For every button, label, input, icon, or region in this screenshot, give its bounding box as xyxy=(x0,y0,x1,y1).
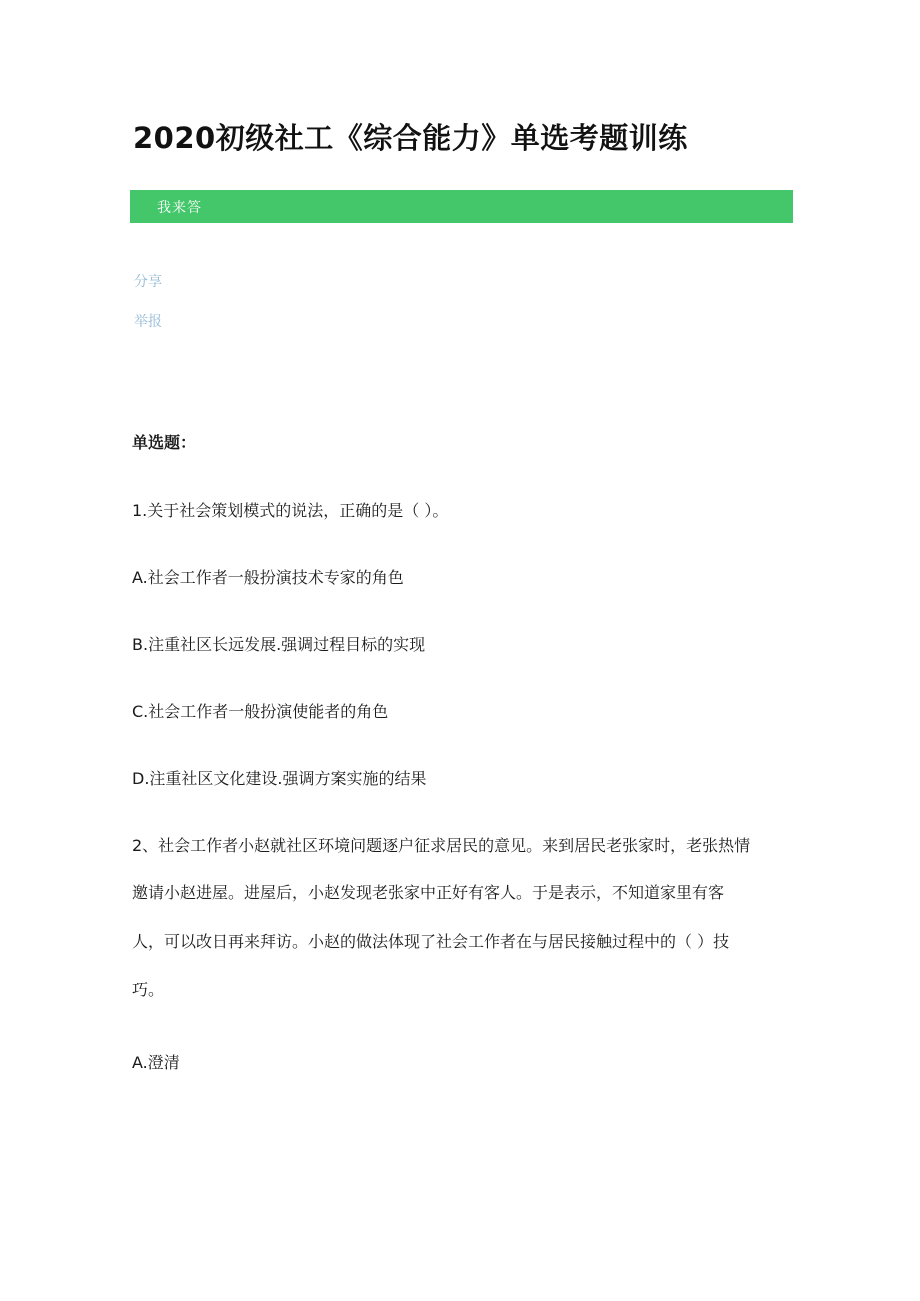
section-heading: 单选题： xyxy=(132,433,197,452)
question-2-stem-line-1: 2、社会工作者小赵就社区环境问题逐户征求居民的意见。来到居民老张家时，老张热情 xyxy=(132,836,751,855)
question-1-option-d: D.注重社区文化建设.强调方案实施的结果 xyxy=(132,769,427,788)
question-2-stem-line-2: 邀请小赵进屋。进屋后，小赵发现老张家中正好有客人。于是表示，不知道家里有客 xyxy=(132,883,725,902)
question-1-option-b: B.注重社区长远发展.强调过程目标的实现 xyxy=(132,635,426,654)
report-link[interactable]: 举报 xyxy=(134,314,162,330)
question-2-stem-line-4: 巧。 xyxy=(132,980,165,999)
question-1-option-c: C.社会工作者一般扮演使能者的角色 xyxy=(132,702,389,721)
question-1-option-a: A.社会工作者一般扮演技术专家的角色 xyxy=(132,568,404,587)
share-link[interactable]: 分享 xyxy=(134,274,162,290)
question-2-option-a: A.澄清 xyxy=(132,1053,180,1072)
page-title: 2020初级社工《综合能力》单选考题训练 xyxy=(133,121,688,155)
answer-button[interactable] xyxy=(130,190,793,223)
answer-button-label: 我来答 xyxy=(157,199,202,216)
question-2-stem-line-3: 人，可以改日再来拜访。小赵的做法体现了社会工作者在与居民接触过程中的（ ）技 xyxy=(132,932,730,951)
question-1-stem: 1.关于社会策划模式的说法，正确的是（ ）。 xyxy=(132,501,449,520)
